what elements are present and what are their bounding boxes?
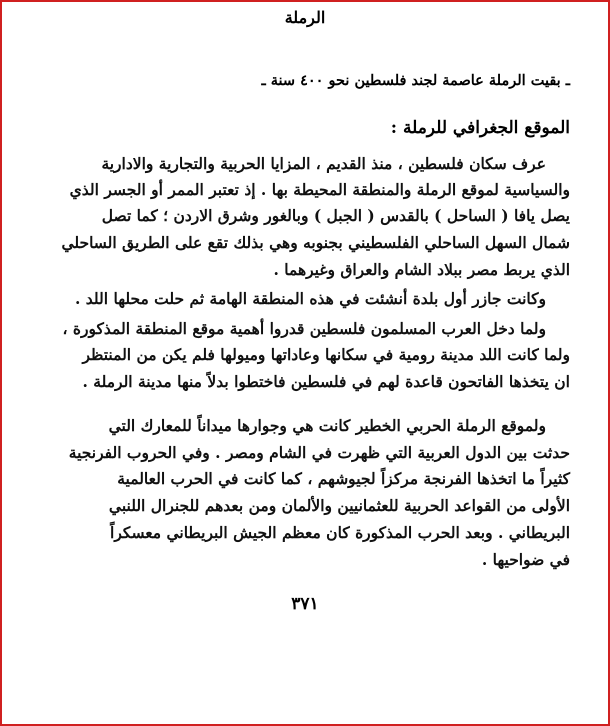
text-line: في ضواحيها .: [481, 550, 570, 569]
text-line: ان يتخذها الفاتحون قاعدة لهم في فلسطين فاختطوا بدلاً منها مدينة الرملة .: [82, 372, 570, 391]
text-line: ولما كانت اللد مدينة رومية في سكانها وعاداتها وميولها فلم يكن من المنتظر: [82, 345, 570, 364]
text-line: شمال السهل الساحلي الفلسطيني بجنوبه وهي بذلك تقع على الطريق الساحلي: [61, 233, 570, 252]
text-line: ولما دخل العرب المسلمون فلسطين قدروا أهمية موقع المنطقة المذكورة ،: [62, 319, 546, 338]
page-number: ٣٧١: [291, 594, 319, 614]
text-line: الذي يربط مصر ببلاد الشام والعراق وغيرهما .: [273, 260, 570, 279]
section-heading: الموقع الجغرافي للرملة :: [390, 118, 570, 138]
text-line: الأولى من القواعد الحربية للعثمانيين والألمان ومن بعدهم للجنرال اللنبي: [108, 496, 570, 515]
text-line: وكانت جازر أول بلدة أنشئت في هذه المنطقة الهامة ثم حلت محلها اللد .: [74, 289, 546, 308]
subtitle: ـ بقيت الرملة عاصمة لجند فلسطين نحو ٤٠٠ سنة ـ: [261, 72, 570, 89]
text-line: يصل يافا ( الساحل ) بالقدس ( الجبل ) وبالغور وشرق الاردن ؛ كما تصل: [101, 206, 570, 225]
text-line: عرف سكان فلسطين ، منذ القديم ، المزايا الحربية والتجارية والادارية: [101, 154, 546, 173]
running-title: الرملة: [284, 8, 326, 27]
text-line: كثيراً ما اتخذها الفرنجة مركزاً لجيوشهم ، كما كانت في الحرب العالمية: [117, 469, 570, 488]
text-line: حدثت بين الدول العربية التي ظهرت في الشام ومصر . وفي الحروب الفرنجية: [68, 443, 570, 462]
text-line: البريطاني . وبعد الحرب المذكورة كان معظم الجيش البريطاني معسكراً: [110, 523, 570, 542]
text-line: والسياسية لموقع الرملة والمنطقة المحيطة بها . إذ تعتبر الممر أو الجسر الذي: [69, 180, 570, 199]
text-line: ولموقع الرملة الحربي الخطير كانت هي وجوارها ميداناً للمعارك التي: [108, 416, 546, 435]
